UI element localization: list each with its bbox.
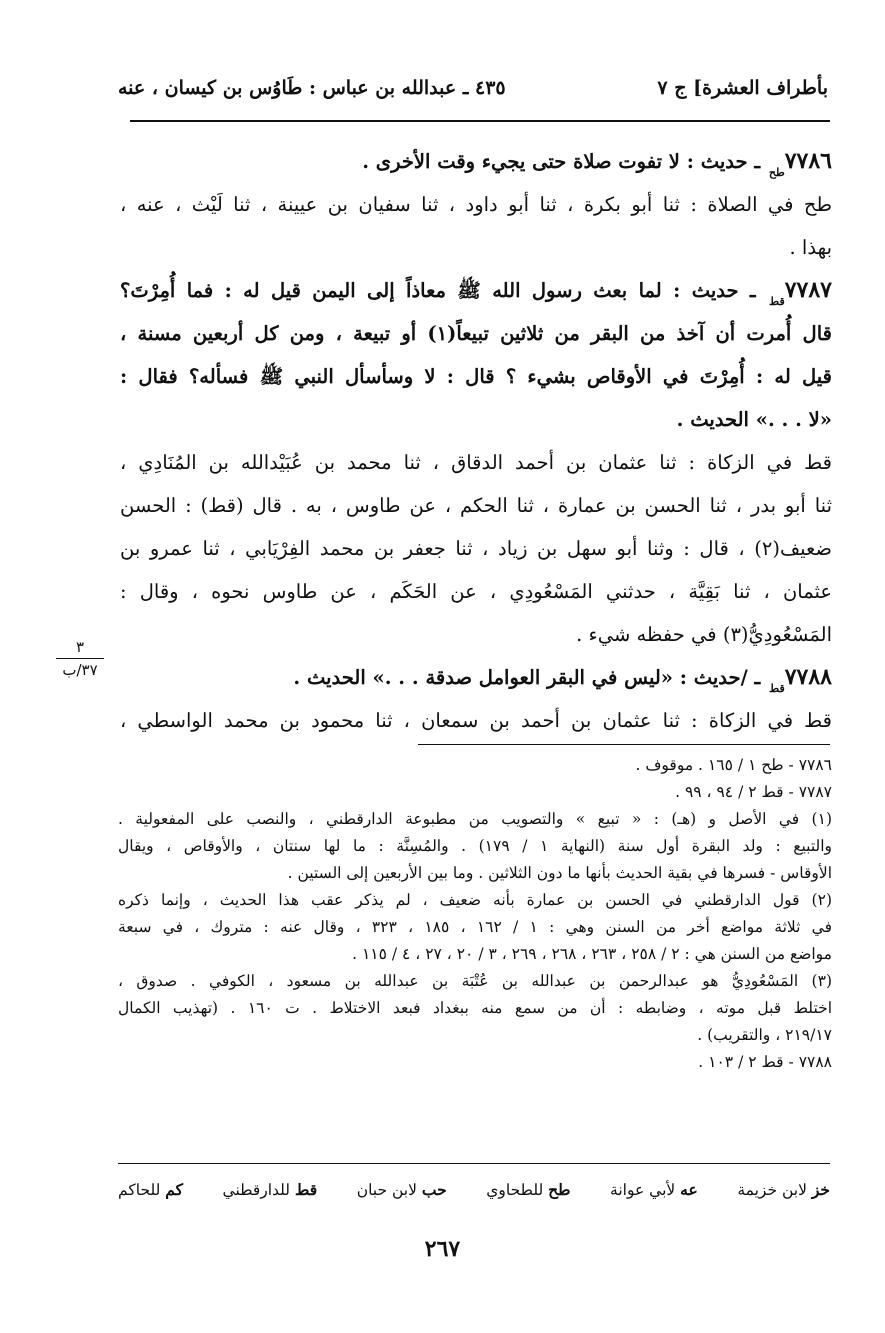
text-line: بهذا .: [789, 236, 832, 259]
running-header: [118, 70, 828, 106]
hadith-source-code: قط: [769, 295, 785, 308]
folio-leaf: ٣٧/ب: [62, 661, 98, 679]
footnote-line: ٧٧٨٨ - قط ٢ / ١٠٣ .: [698, 1053, 832, 1071]
abbreviation-item: حب لابن حبان: [356, 1180, 447, 1199]
hadith-source-code: طح: [768, 166, 785, 179]
abbreviation-item: كم للحاكم: [118, 1180, 183, 1199]
manuscript-folio-note: [52, 638, 108, 679]
text-line: قط في الزكاة : ثنا عثمان بن أحمد الدقاق ، ثنا محمد بن عُبَيْدالله بن المُنَادِي ،: [120, 451, 832, 474]
header-chapter-title: ٤٣٥ ـ عبدالله بن عباس : طَاوُس بن كيسان ، عنه: [118, 77, 506, 99]
footnote-line: ٢١٩/١٧ ، والتقريب) .: [697, 1026, 832, 1044]
folio-number: ٣: [75, 638, 85, 656]
folio-divider: [56, 658, 104, 659]
footnotes: [118, 752, 832, 1076]
hadith-heading: [120, 269, 832, 312]
text-line: قال أُمرت أن آخذ من البقر من ثلاثين تبيعاً(١) أو تبيعة ، ومن كل أربعين مسنة ،: [120, 322, 832, 345]
text-line: المَسْعُودِيُّ(٣) في حفظه شيء .: [576, 623, 832, 646]
text-line: عثمان ، ثنا بَقِيَّة ، حدثني المَسْعُودِي ، عن الحَكَم ، عن طاوس نحوه ، وقال :: [120, 580, 832, 603]
text-line: ثنا أبو بدر ، ثنا الحسن بن عمارة ، ثنا الحكم ، عن طاوس ، به . قال (قط) : الحسن: [120, 494, 832, 517]
text-line: ضعيف(٢) ، قال : وثنا أبو سهل بن زياد ، ثنا جعفر بن محمد الفِرْيَابي ، ثنا عمرو بن: [120, 537, 832, 560]
header-book-volume: بأطراف العشرة] ج ٧: [657, 77, 828, 99]
text-line: قط في الزكاة : ثنا عثمان بن أحمد بن سمعان ، ثنا محمود بن محمد الواسطي ،: [120, 709, 832, 732]
footnote-line: اختلط قبل موته ، وضابطه : أن من سمع منه ببغداد فبعد الاختلاط . ت ١٦٠ . (تهذيب الكمال: [118, 999, 832, 1017]
text-line: طح في الصلاة : ثنا أبو بكرة ، ثنا أبو داود ، ثنا سفيان بن عيينة ، ثنا لَيْث ، عنه ،: [120, 193, 832, 216]
hadith-text: ـ /حديث : «ليس في البقر العوامل صدقة . . .» الحديث .: [293, 666, 761, 689]
main-text: [120, 140, 832, 742]
hadith-text: ـ حديث : لما بعث رسول الله ﷺ معاذاً إلى اليمن قيل له : فما أُمِرْتَ؟: [120, 279, 756, 302]
abbreviation-item: عه لأبي عوانة: [610, 1180, 698, 1199]
abbreviation-item: خز لابن خزيمة: [737, 1180, 830, 1199]
text-line: «لا . . .» الحديث .: [676, 408, 832, 431]
footnote-line: مواضع من السنن هي : ٢ / ٢٥٨ ، ٢٦٣ ، ٢٦٨ ، ٢٦٩ ، ٣ / ٢٠ ، ٢٧ ، ٤ / ١١٥ .: [352, 945, 832, 963]
abbreviation-item: قط للدارقطني: [222, 1180, 318, 1199]
hadith-number: ٧٧٨٧: [784, 277, 832, 303]
footnote-line: (٢) قول الدارقطني في الحسن بن عمارة بأنه ضعيف ، لم يذكر عقب هذا الحديث ، وإنما ذكره: [118, 891, 832, 909]
hadith-number: ٧٧٨٨: [784, 664, 832, 690]
footnote-line: في ثلاثة مواضع أخر من السنن وهي : ١ / ١٦٢ ، ١٨٥ ، ٣٢٣ ، وقال عنه : متروك ، في سبعة: [118, 918, 832, 936]
footnote-line: (٣) المَسْعُودِيُّ هو عبدالرحمن بن عبدالله بن عُتْبَة بن عبدالله بن مسعود ، الكوفي . صدوق ،: [118, 972, 832, 990]
hadith-text: ـ حديث : لا تفوت صلاة حتى يجيء وقت الأخرى .: [362, 150, 761, 173]
page-number: ٢٦٧: [424, 1236, 461, 1262]
header-rule: [130, 120, 830, 122]
hadith-source-code: قط: [769, 682, 785, 695]
footnote-line: ٧٧٨٧ - قط ٢ / ٩٤ ، ٩٩ .: [675, 783, 832, 801]
abbreviation-item: طح للطحاوي: [486, 1180, 571, 1199]
footnote-line: ٧٧٨٦ - طح ١ / ١٦٥ . موقوف .: [635, 756, 832, 774]
abbreviations-rule: [118, 1163, 830, 1164]
hadith-heading: [120, 656, 832, 699]
text-line: قيل له : أُمِرْتَ في الأوقاص بشيء ؟ قال : لا وسأسأل النبي ﷺ فسأله؟ فقال :: [120, 365, 832, 388]
footnote-line: (١) في الأصل و (هـ) : « تبيع » والتصويب من مطبوعة الدارقطني ، والنصب على المفعولية .: [118, 810, 832, 828]
footnote-line: والتبيع : ولد البقرة أول سنة (النهاية ١ / ١٧٩) . والمُسِنَّة : ما لها سنتان ، والأوقاص ، ويقال: [118, 837, 832, 855]
footnote-rule: [418, 744, 830, 745]
abbreviations-key: [118, 1180, 830, 1199]
hadith-number: ٧٧٨٦: [784, 148, 832, 174]
hadith-heading: [120, 140, 832, 183]
footnote-line: الأوقاس - فسرها في بقية الحديث بأنها ما دون الثلاثين . وما بين الأربعين إلى الستين .: [287, 864, 832, 882]
